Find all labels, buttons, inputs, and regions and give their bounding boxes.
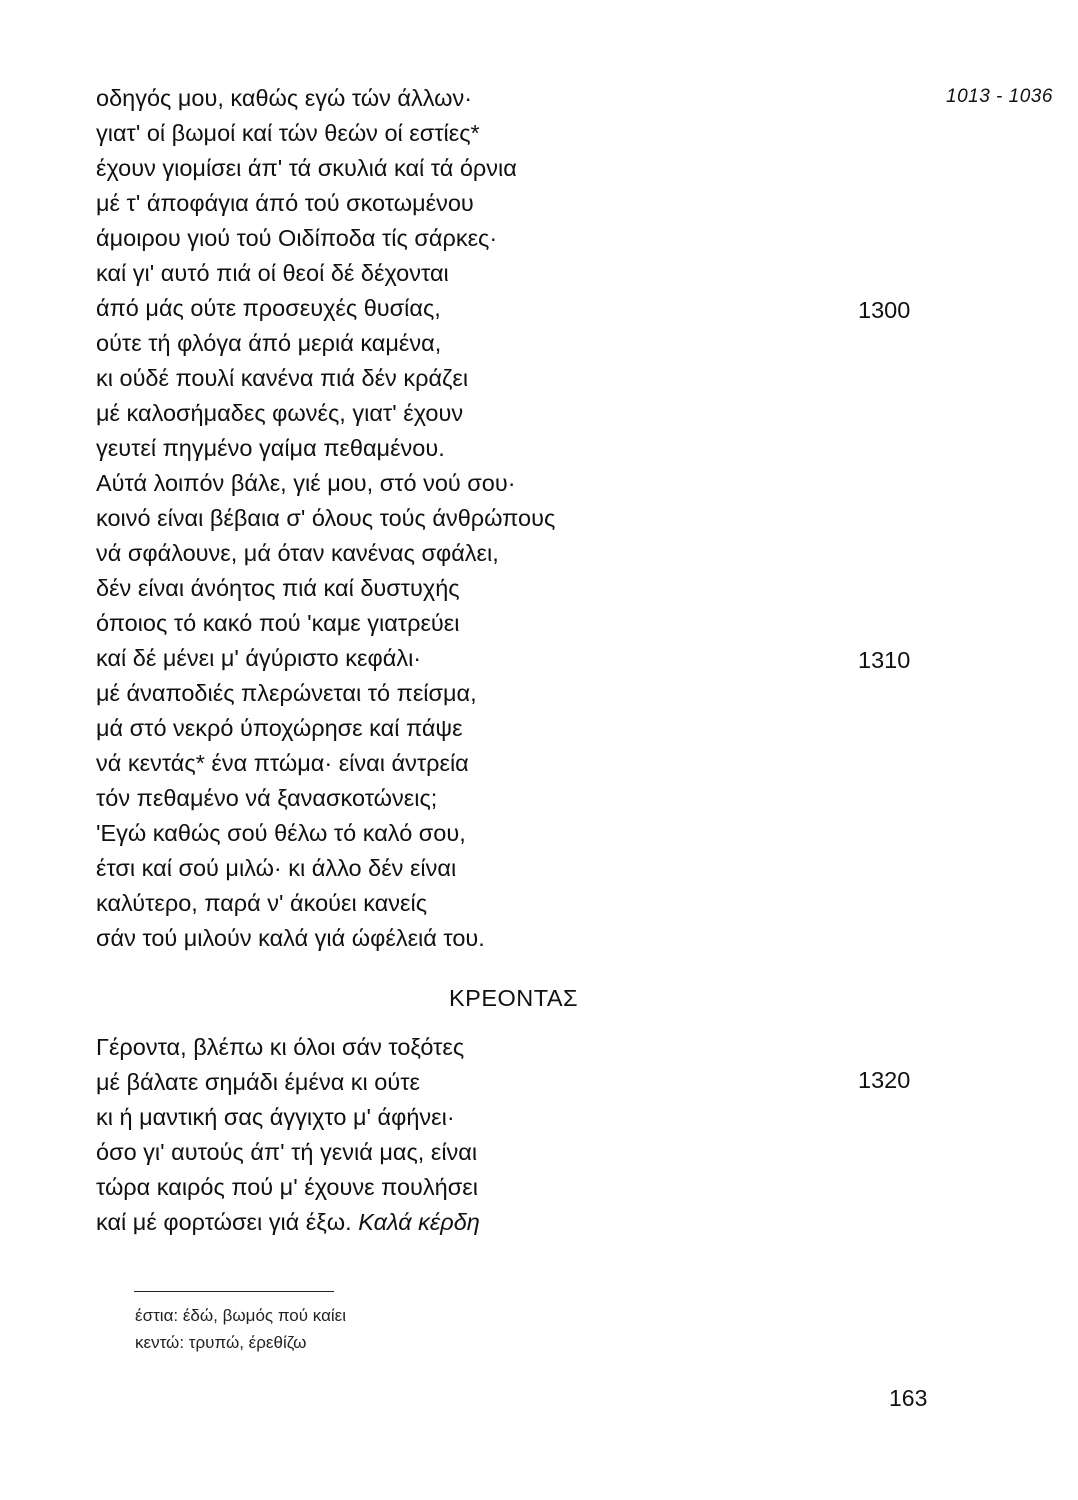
verse-line: μέ τ' άποφάγια άπό τού σκοτωμένου — [96, 190, 474, 216]
verse-line: μά στό νεκρό ύποχώρησε καί πάψε — [96, 715, 463, 741]
verse-line-italic-text: Καλά κέρδη — [358, 1209, 480, 1235]
footnote: κεντώ: τρυπώ, έρεθίζω — [135, 1333, 307, 1352]
speaker-name: ΚΡΕΟΝΤΑΣ — [449, 985, 579, 1011]
footnote: έστια: έδώ, βωμός πού καίει — [135, 1306, 347, 1325]
verse-block-1 — [96, 81, 555, 956]
verse-line: σάν τού μιλούν καλά γιά ώφέλειά του. — [96, 925, 485, 951]
verse-line: όσο γι' αυτούς άπ' τή γενιά μας, είναι — [96, 1139, 478, 1165]
verse-line: δέν είναι άνόητος πιά καί δυστυχής — [96, 575, 460, 601]
line-number-1310: 1310 — [858, 647, 911, 673]
verse-line: Αύτά λοιπόν βάλε, γιέ μου, στό νού σου· — [96, 470, 516, 496]
verse-line: γευτεί πηγμένο γαίμα πεθαμένου. — [96, 435, 445, 461]
verse-line: όποιος τό κακό πού 'καμε γιατρεύει — [96, 610, 460, 636]
verse-block-2 — [96, 1030, 480, 1240]
verse-line: καί δέ μένει μ' άγύριστο κεφάλι· — [96, 645, 422, 671]
page-number: 163 — [889, 1385, 928, 1411]
verse-line: κι ούδέ πουλί κανένα πιά δέν κράζει — [96, 365, 469, 391]
footnote-divider — [134, 1291, 334, 1292]
verse-line: νά κεντάς* ένα πτώμα· είναι άντρεία — [96, 750, 469, 776]
verse-line: τόν πεθαμένο νά ξανασκοτώνεις; — [96, 785, 438, 811]
verse-line: κι ή μαντική σας άγγιχτο μ' άφήνει· — [96, 1104, 455, 1130]
line-number-1300: 1300 — [858, 297, 911, 323]
verse-line: καί γι' αυτό πιά οί θεοί δέ δέχονται — [96, 260, 449, 286]
verse-line: έτσι καί σού μιλώ· κι άλλο δέν είναι — [96, 855, 457, 881]
verse-line: τώρα καιρός πού μ' έχουνε πουλήσει — [96, 1174, 478, 1200]
verse-line: κοινό είναι βέβαια σ' όλους τούς άνθρώπους — [96, 505, 556, 531]
verse-line: Γέροντα, βλέπω κι όλοι σάν τοξότες — [96, 1034, 465, 1060]
line-number-1320: 1320 — [858, 1067, 911, 1093]
verse-line: μέ καλοσήμαδες φωνές, γιατ' έχουν — [96, 400, 464, 426]
verse-line-text: καί μέ φορτώσει γιά έξω. — [96, 1209, 352, 1235]
verse-line: 'Εγώ καθώς σού θέλω τό καλό σου, — [96, 820, 466, 846]
verse-line: οδηγός μου, καθώς εγώ τών άλλων· — [96, 85, 473, 111]
verse-line-last — [96, 1205, 480, 1240]
verse-line: μέ άναποδιές πλερώνεται τό πείσμα, — [96, 680, 477, 706]
verse-line: ούτε τή φλόγα άπό μεριά καμένα, — [96, 330, 442, 356]
verse-line: νά σφάλουνε, μά όταν κανένας σφάλει, — [96, 540, 499, 566]
footnotes — [135, 1302, 346, 1356]
verse-line: άμοιρου γιού τού Οιδίποδα τίς σάρκες· — [96, 225, 498, 251]
verse-line: καλύτερο, παρά ν' άκούει κανείς — [96, 890, 428, 916]
verse-line: άπό μάς ούτε προσευχές θυσίας, — [96, 295, 441, 321]
verse-line: έχουν γιομίσει άπ' τά σκυλιά καί τά όρνια — [96, 155, 517, 181]
line-range-header: 1013 - 1036 — [946, 86, 1053, 107]
verse-line: γιατ' οί βωμοί καί τών θεών οί εστίες* — [96, 120, 480, 146]
verse-line: μέ βάλατε σημάδι έμένα κι ούτε — [96, 1069, 420, 1095]
